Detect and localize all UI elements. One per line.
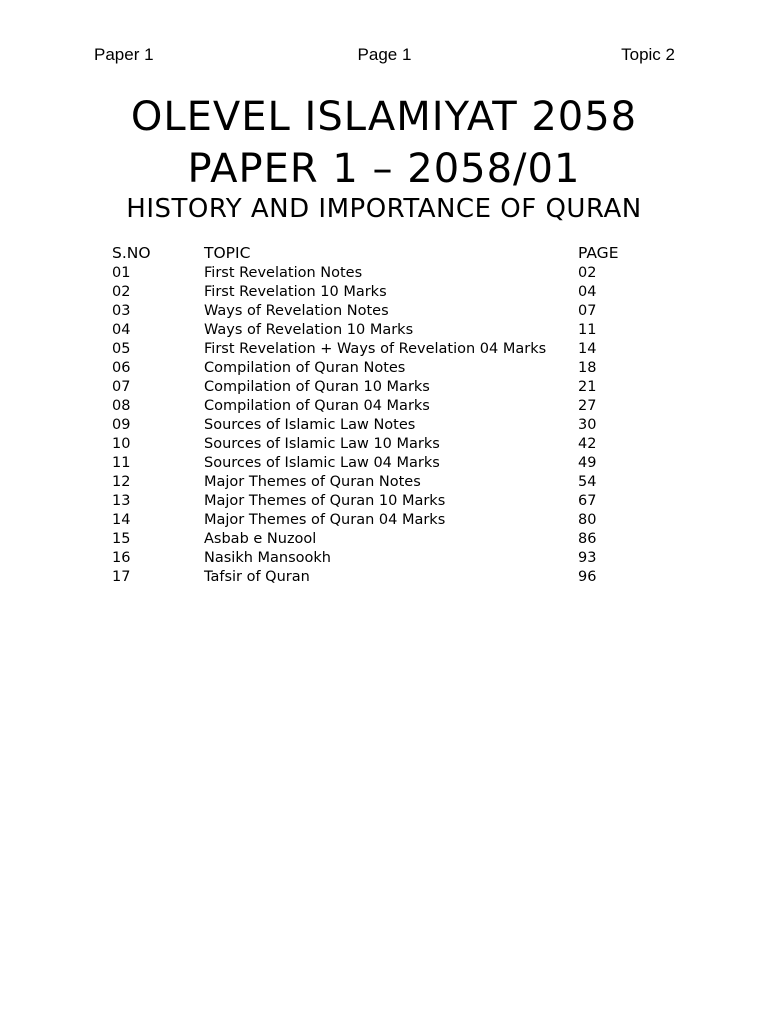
- toc-row-topic: Sources of Islamic Law 04 Marks: [204, 455, 440, 471]
- toc-row-page: 18: [578, 360, 597, 376]
- toc-row-sno: 04: [112, 322, 131, 338]
- toc-row-topic: Major Themes of Quran 04 Marks: [204, 512, 446, 528]
- toc-row: [112, 435, 672, 454]
- toc-body: [112, 264, 672, 587]
- toc-header-row: [112, 242, 672, 264]
- toc-row-topic: Major Themes of Quran 10 Marks: [204, 493, 446, 509]
- toc-row-page: 96: [578, 569, 597, 585]
- toc-row-topic: Nasikh Mansookh: [204, 550, 331, 566]
- toc-row-sno: 17: [112, 569, 131, 585]
- toc-row-page: 42: [578, 436, 597, 452]
- toc-row-topic: Sources of Islamic Law 10 Marks: [204, 436, 440, 452]
- toc-row-sno: 06: [112, 360, 131, 376]
- toc-row-topic: Sources of Islamic Law Notes: [204, 417, 416, 433]
- toc-row-sno: 08: [112, 398, 131, 414]
- toc-row: [112, 283, 672, 302]
- table-of-contents: [112, 242, 672, 587]
- toc-row-page: 07: [578, 303, 597, 319]
- toc-row-page: 02: [578, 265, 597, 281]
- toc-row: [112, 473, 672, 492]
- toc-row: [112, 549, 672, 568]
- toc-row-page: 67: [578, 493, 597, 509]
- toc-row-page: 86: [578, 531, 597, 547]
- toc-row-page: 04: [578, 284, 597, 300]
- toc-column-sno: S.NO: [112, 244, 151, 262]
- toc-row-topic: Compilation of Quran 10 Marks: [204, 379, 430, 395]
- document-subtitle: HISTORY AND IMPORTANCE OF QURAN: [126, 194, 642, 224]
- toc-column-topic: TOPIC: [204, 244, 251, 262]
- toc-row-topic: Compilation of Quran 04 Marks: [204, 398, 430, 414]
- toc-row-page: 14: [578, 341, 597, 357]
- toc-row-topic: Tafsir of Quran: [204, 569, 310, 585]
- document-title-line-2: PAPER 1 – 2058/01: [187, 146, 581, 192]
- toc-row-topic: Major Themes of Quran Notes: [204, 474, 421, 490]
- toc-row: [112, 378, 672, 397]
- toc-row: [112, 397, 672, 416]
- toc-row-topic: Ways of Revelation 10 Marks: [204, 322, 414, 338]
- header-topic-label: Topic 2: [621, 45, 675, 64]
- toc-row-page: 30: [578, 417, 597, 433]
- toc-row: [112, 416, 672, 435]
- toc-row: [112, 340, 672, 359]
- toc-row-sno: 01: [112, 265, 131, 281]
- toc-row-page: 93: [578, 550, 597, 566]
- toc-row: [112, 359, 672, 378]
- toc-row: [112, 454, 672, 473]
- toc-row: [112, 321, 672, 340]
- toc-row: [112, 492, 672, 511]
- toc-row: [112, 302, 672, 321]
- toc-row-page: 80: [578, 512, 597, 528]
- toc-row-page: 54: [578, 474, 597, 490]
- toc-row: [112, 530, 672, 549]
- toc-row-sno: 05: [112, 341, 131, 357]
- toc-row-page: 49: [578, 455, 597, 471]
- toc-row-sno: 11: [112, 455, 131, 471]
- toc-row-sno: 16: [112, 550, 131, 566]
- toc-row: [112, 568, 672, 587]
- toc-row-sno: 13: [112, 493, 131, 509]
- running-header: [94, 45, 675, 69]
- toc-column-page: PAGE: [578, 244, 619, 262]
- toc-row-sno: 12: [112, 474, 131, 490]
- header-paper-label: Paper 1: [94, 45, 154, 64]
- toc-row: [112, 511, 672, 530]
- toc-row-sno: 09: [112, 417, 131, 433]
- toc-row-topic: Asbab e Nuzool: [204, 531, 317, 547]
- document-title-line-1: OLEVEL ISLAMIYAT 2058: [130, 94, 638, 140]
- toc-row-topic: Compilation of Quran Notes: [204, 360, 406, 376]
- toc-row-sno: 10: [112, 436, 131, 452]
- toc-row: [112, 264, 672, 283]
- toc-row-sno: 02: [112, 284, 131, 300]
- toc-row-topic: First Revelation + Ways of Revelation 04 Marks: [204, 341, 547, 357]
- toc-row-sno: 07: [112, 379, 131, 395]
- toc-row-topic: First Revelation Notes: [204, 265, 363, 281]
- header-page-label: Page 1: [357, 45, 412, 64]
- toc-row-page: 21: [578, 379, 597, 395]
- toc-row-page: 27: [578, 398, 597, 414]
- toc-row-sno: 14: [112, 512, 131, 528]
- toc-row-topic: Ways of Revelation Notes: [204, 303, 389, 319]
- toc-row-sno: 15: [112, 531, 131, 547]
- toc-row-topic: First Revelation 10 Marks: [204, 284, 387, 300]
- toc-row-page: 11: [578, 322, 597, 338]
- toc-row-sno: 03: [112, 303, 131, 319]
